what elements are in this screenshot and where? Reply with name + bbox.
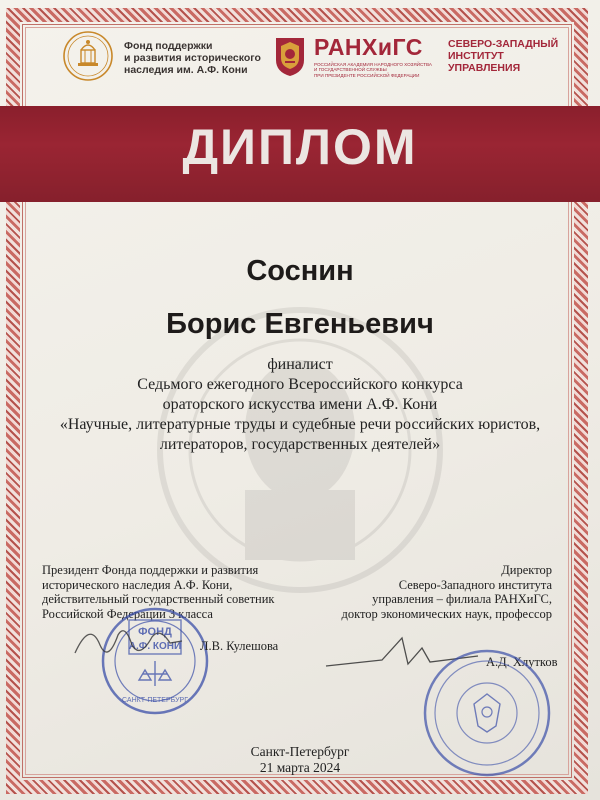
koni-fund-logo-icon — [62, 30, 114, 82]
position-line: Российской Федерации 3 класса — [42, 606, 213, 621]
fund-name — [124, 40, 264, 76]
ranepa-subtitle-line: РОССИЙСКАЯ АКАДЕМИЯ НАРОДНОГО ХОЗЯЙСТВА — [314, 62, 432, 67]
position-line: доктор экономических наук, профессор — [341, 606, 552, 621]
position-line: Северо-Западного института — [398, 577, 552, 592]
footer-date: 21 марта 2024 — [259, 760, 341, 775]
position-line: действительный государственный советник — [42, 592, 275, 606]
diploma-title: ДИПЛОМ — [182, 119, 418, 175]
signatory-right-position — [292, 563, 552, 621]
header — [40, 30, 560, 90]
institute-name-line: ИНСТИТУТ — [448, 50, 504, 62]
footer — [0, 744, 600, 776]
ranepa-emblem-icon — [272, 34, 308, 78]
ranepa-subtitle-line: ПРИ ПРЕЗИДЕНТЕ РОССИЙСКОЙ ФЕДЕРАЦИИ — [314, 72, 420, 78]
award-text — [30, 355, 570, 455]
stamp-top-text: ФОНД — [138, 626, 172, 638]
award-line: «Научные, литературные труды и судебные речи российских юристов, — [59, 416, 541, 433]
award-line: литераторов, государственных деятелей» — [159, 436, 441, 453]
signatory-right-name: А.Д. Хлутков — [486, 655, 558, 669]
institute-name-line: УПРАВЛЕНИЯ — [448, 62, 521, 74]
stamp-bottom-text: САНКТ-ПЕТЕРБУРГ — [122, 697, 188, 704]
position-line: Президент Фонда поддержки и развития — [42, 563, 259, 577]
position-line: управления – филиала РАНХиГС, — [372, 592, 552, 606]
recipient-name: Борис Евгеньевич — [166, 308, 434, 340]
ranepa-subtitle — [314, 62, 454, 78]
signature-left — [70, 615, 190, 665]
position-line: исторического наследия А.Ф. Кони, — [42, 577, 233, 592]
ranepa-title: РАНХиГС — [314, 34, 423, 60]
stamp-mid-text: А.Ф. КОНИ — [128, 641, 182, 652]
institute-name-line: СЕВЕРО-ЗАПАДНЫЙ — [448, 38, 559, 50]
institute-name — [448, 38, 568, 74]
signatory-left-name: Л.В. Кулешова — [200, 639, 279, 653]
award-line: финалист — [267, 356, 333, 373]
award-line: Седьмого ежегодного Всероссийского конкурса — [137, 376, 463, 393]
position-line: Директор — [501, 563, 552, 577]
recipient-surname: Соснин — [246, 255, 354, 287]
ranepa-subtitle-line: И ГОСУДАРСТВЕННОЙ СЛУЖБЫ — [314, 67, 387, 73]
fund-name-line: и развития исторического — [124, 52, 261, 64]
fund-name-line: Фонд поддержки — [124, 40, 213, 52]
fund-name-line: наследия им. А.Ф. Кони — [124, 64, 248, 76]
footer-city: Санкт-Петербург — [250, 744, 350, 759]
award-line: ораторского искусства имени А.Ф. Кони — [162, 396, 438, 413]
